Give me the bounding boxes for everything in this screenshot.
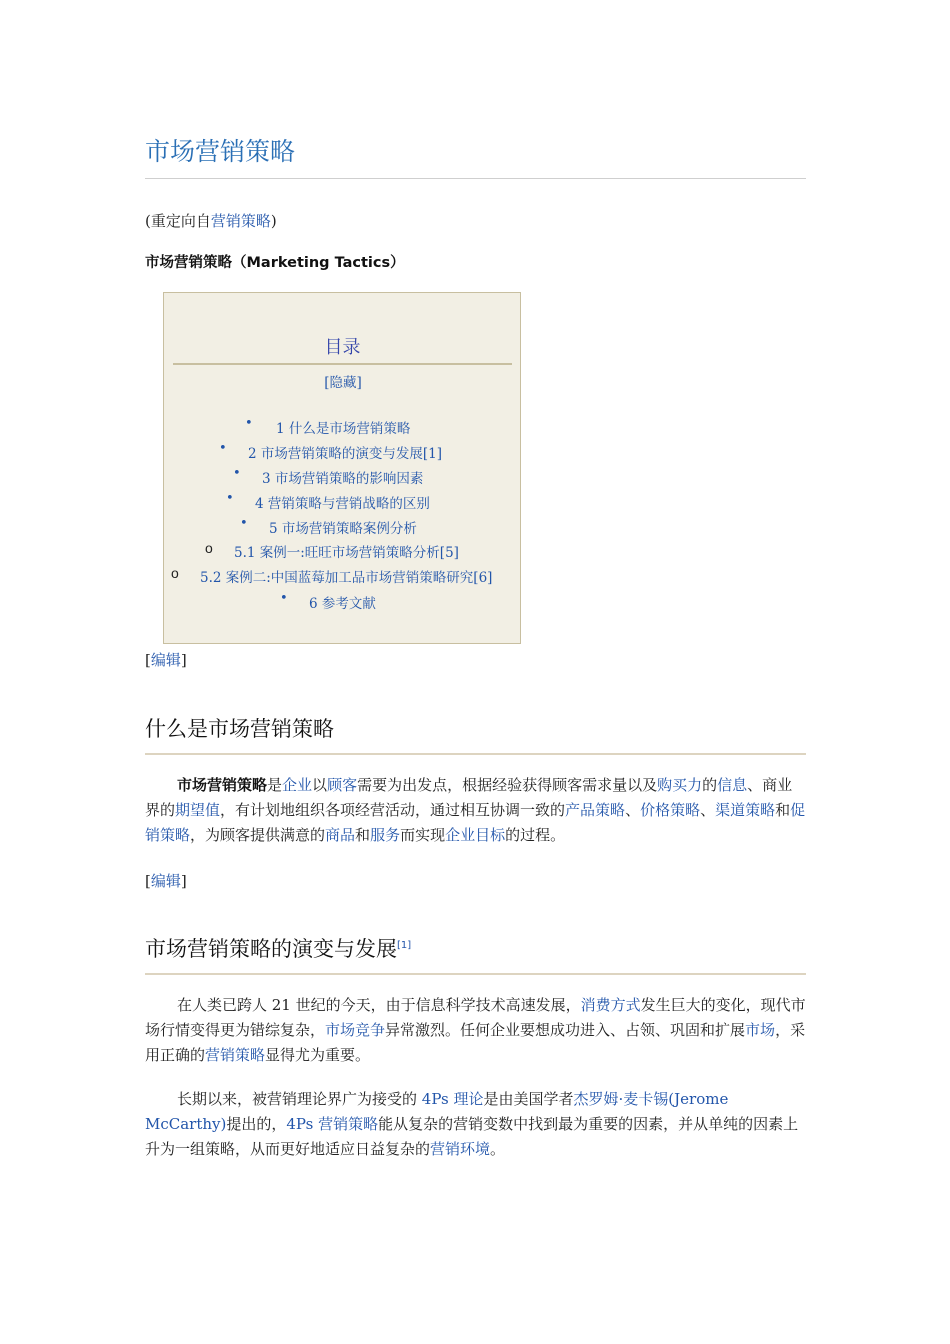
paragraph-text: 和: [355, 826, 371, 844]
paragraph-text: 和: [775, 801, 791, 819]
paragraph-text: 、商业界的: [145, 776, 793, 819]
inline-link[interactable]: 消费方式: [580, 996, 641, 1014]
inline-link[interactable]: 4Ps 营销策略: [286, 1115, 379, 1133]
inline-link[interactable]: 杰罗姆·麦卡锡: [573, 1090, 669, 1108]
edit-bracket: ]: [180, 872, 187, 890]
page-title: 市场营销策略: [145, 132, 806, 179]
inline-link[interactable]: 信息: [717, 776, 748, 794]
inline-link[interactable]: 购买力: [657, 776, 703, 794]
redirect-prefix: (重定向自: [145, 212, 211, 230]
section-heading-1: 什么是市场营销策略: [145, 713, 806, 755]
inline-link[interactable]: 顾客: [327, 776, 358, 794]
paragraph-text: 长期以来，被营销理论界广为接受的: [177, 1090, 422, 1108]
toc-bullet: •: [280, 591, 288, 606]
edit-link-section-1: [145, 649, 187, 670]
inline-link[interactable]: 营销策略: [205, 1046, 266, 1064]
toc-item-5-2[interactable]: 5.2 案例二:中国蓝莓加工品市场营销策略研究[6]: [200, 570, 493, 586]
inline-link[interactable]: 营销环境: [430, 1140, 491, 1158]
toc-sub-bullet: o: [205, 540, 213, 556]
paragraph-text: 需要为出发点，根据经验获得顾客需求量以及: [357, 776, 658, 794]
toc-item-3[interactable]: 3 市场营销策略的影响因素: [262, 471, 424, 487]
paragraph-text: 异常激烈。任何企业要想成功进入、占领、巩固和扩展: [385, 1021, 746, 1039]
inline-link[interactable]: 商品: [325, 826, 356, 844]
paragraph-text: 是由美国学者: [483, 1090, 574, 1108]
inline-link[interactable]: (Jerome McCarthy): [145, 1090, 729, 1133]
toc-bullet: •: [240, 516, 248, 531]
toc-title: 目录: [173, 333, 512, 365]
inline-link[interactable]: 服务: [370, 826, 401, 844]
reference-link[interactable]: [1]: [397, 940, 412, 951]
paragraph-text: 而实现: [400, 826, 446, 844]
inline-link[interactable]: 渠道策略: [715, 801, 776, 819]
paragraph-text: 是: [267, 776, 283, 794]
inline-link[interactable]: 企业: [282, 776, 313, 794]
paragraph-text: 能从复杂的营销变数中找到最为重要的因素，并从单纯的因素上升为一组策略，从而更好地适应日益复杂的: [145, 1115, 799, 1158]
toc-item-2[interactable]: 2 市场营销策略的演变与发展[1]: [248, 446, 443, 462]
toc-item-5-1[interactable]: 5.1 案例一:旺旺市场营销策略分析[5]: [234, 545, 459, 561]
paragraph-text: ，为顾客提供满意的: [190, 826, 326, 844]
toc-item-1[interactable]: 1 什么是市场营销策略: [276, 421, 411, 437]
section-2-paragraph-1: [145, 993, 806, 1068]
inline-link[interactable]: 产品策略: [565, 801, 626, 819]
redirect-link[interactable]: 营销策略: [210, 212, 271, 230]
section-2-paragraph-2: [145, 1087, 806, 1162]
edit-link-section-2: [145, 870, 187, 891]
toc-bullet: •: [219, 441, 227, 456]
redirect-note: [145, 210, 277, 231]
paragraph-text: 显得尤为重要。: [265, 1046, 371, 1064]
section-1-paragraph: [145, 773, 806, 848]
edit-bracket: ]: [180, 651, 187, 669]
toc-bullet: •: [226, 491, 234, 506]
edit-bracket: [: [145, 651, 151, 669]
inline-link[interactable]: 促销策略: [145, 801, 806, 844]
toc-item-6[interactable]: 6 参考文献: [309, 596, 376, 612]
paragraph-text: 、: [625, 801, 641, 819]
toc-item-5[interactable]: 5 市场营销策略案例分析: [269, 521, 417, 537]
inline-link[interactable]: 期望值: [175, 801, 221, 819]
paragraph-text: 提出的，: [226, 1115, 287, 1133]
toc-bullet: •: [233, 466, 241, 481]
paragraph-text: ，有计划地组织各项经营活动，通过相互协调一致的: [220, 801, 566, 819]
section-heading-2: [145, 933, 806, 975]
paragraph-text: ，采用正确的: [145, 1021, 806, 1064]
toc-hide-toggle[interactable]: [隐藏]: [324, 375, 362, 391]
redirect-suffix: ): [270, 212, 277, 230]
paragraph-text: 发生巨大的变化，现代市场行情变得更为错综复杂，: [145, 996, 806, 1039]
edit-bracket: [: [145, 872, 151, 890]
edit-button[interactable]: 编辑: [150, 872, 181, 890]
bold-term: 市场营销策略: [177, 776, 268, 794]
inline-link[interactable]: 市场: [745, 1021, 776, 1039]
toc-item-4[interactable]: 4 营销策略与营销战略的区别: [255, 496, 430, 512]
paragraph-text: 的过程。: [505, 826, 566, 844]
inline-link[interactable]: 价格策略: [640, 801, 701, 819]
inline-link[interactable]: 市场竞争: [325, 1021, 386, 1039]
paragraph-text: 的: [702, 776, 718, 794]
inline-link[interactable]: 4Ps 理论: [421, 1090, 484, 1108]
edit-button[interactable]: 编辑: [150, 651, 181, 669]
toc-bullet: •: [245, 416, 253, 431]
paragraph-text: 、: [700, 801, 716, 819]
inline-link[interactable]: 企业目标: [445, 826, 506, 844]
section-heading-2-text: 市场营销策略的演变与发展: [145, 937, 397, 961]
table-of-contents: [163, 292, 521, 644]
paragraph-text: 以: [312, 776, 328, 794]
article-subtitle: 市场营销策略（Marketing Tactics）: [145, 255, 405, 271]
toc-sub-bullet: o: [171, 565, 179, 581]
paragraph-text: 在人类已跨人 21 世纪的今天，由于信息科学技术高速发展，: [177, 996, 581, 1014]
paragraph-text: 。: [490, 1140, 506, 1158]
